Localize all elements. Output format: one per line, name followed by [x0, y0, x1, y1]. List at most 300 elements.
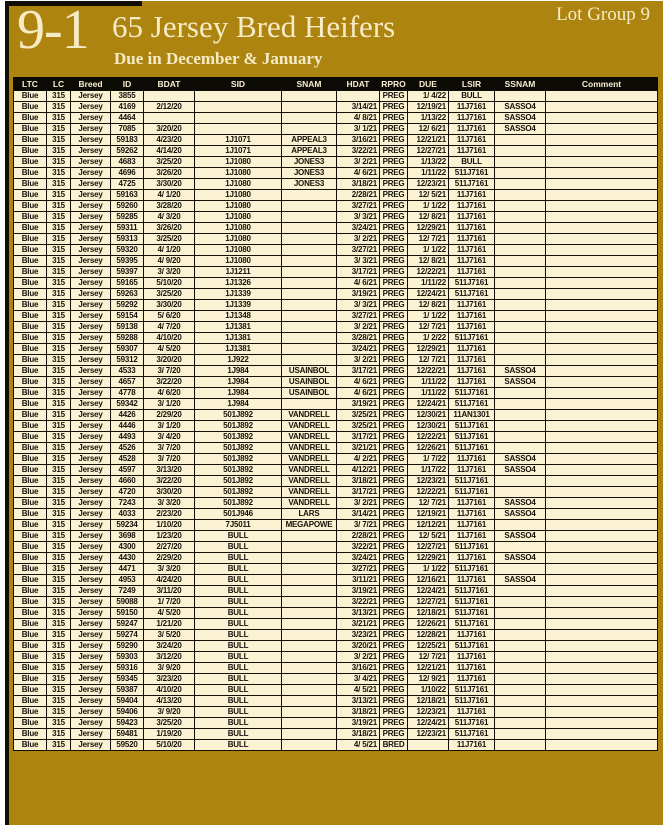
- cell-ltc: Blue: [14, 245, 47, 256]
- cell-due: 12/ 9/21: [408, 674, 449, 685]
- cell-lc: 315: [47, 410, 71, 421]
- table-row: [14, 531, 658, 542]
- cell-bdat: 4/23/20: [144, 135, 195, 146]
- cell-snam: APPEAL3: [282, 146, 337, 157]
- cell-ltc: Blue: [14, 421, 47, 432]
- cell-lsir: 11J7161: [449, 212, 495, 223]
- table-row: [14, 102, 658, 113]
- cell-due: 12/29/21: [408, 553, 449, 564]
- cell-breed: Jersey: [71, 190, 111, 201]
- cell-rpro: PREG: [380, 597, 408, 608]
- cell-id: 59423: [111, 718, 144, 729]
- cell-snam: [282, 399, 337, 410]
- cell-sid: BULL: [195, 674, 282, 685]
- cell-rpro: PREG: [380, 300, 408, 311]
- cell-ssnam: [495, 597, 546, 608]
- cell-snam: JONES3: [282, 157, 337, 168]
- cell-ssnam: [495, 91, 546, 102]
- cell-id: 4528: [111, 454, 144, 465]
- cell-due: 12/28/21: [408, 630, 449, 641]
- table-row: [14, 124, 658, 135]
- cell-hdat: 4/ 6/21: [337, 388, 380, 399]
- cell-lsir: 11AN1301: [449, 410, 495, 421]
- table-row: [14, 399, 658, 410]
- cell-id: 59311: [111, 223, 144, 234]
- cell-ltc: Blue: [14, 212, 47, 223]
- cell-comment: [546, 696, 658, 707]
- cell-sid: 1J1071: [195, 135, 282, 146]
- cell-hdat: 3/18/21: [337, 179, 380, 190]
- cell-comment: [546, 124, 658, 135]
- cell-lc: 315: [47, 443, 71, 454]
- table-row: [14, 113, 658, 124]
- cell-bdat: 4/ 6/20: [144, 388, 195, 399]
- cell-comment: [546, 322, 658, 333]
- cell-lsir: 11J7161: [449, 322, 495, 333]
- cell-hdat: 3/28/21: [337, 333, 380, 344]
- cell-rpro: PREG: [380, 311, 408, 322]
- lot-group-label: Lot Group 9: [556, 4, 650, 25]
- cell-lsir: 11J7161: [449, 740, 495, 751]
- cell-snam: [282, 322, 337, 333]
- cell-ssnam: [495, 542, 546, 553]
- cell-breed: Jersey: [71, 608, 111, 619]
- cell-snam: [282, 256, 337, 267]
- cell-due: 12/ 8/21: [408, 256, 449, 267]
- cell-lc: 315: [47, 289, 71, 300]
- cell-lsir: 11J7161: [449, 344, 495, 355]
- cell-sid: 1J1080: [195, 157, 282, 168]
- cell-ssnam: [495, 718, 546, 729]
- cell-breed: Jersey: [71, 685, 111, 696]
- cell-id: 4778: [111, 388, 144, 399]
- cell-ssnam: [495, 740, 546, 751]
- cell-bdat: 4/ 5/20: [144, 344, 195, 355]
- cell-sid: 7J5011: [195, 520, 282, 531]
- cell-sid: 1J1071: [195, 146, 282, 157]
- cell-comment: [546, 619, 658, 630]
- cell-lsir: 11J7161: [449, 366, 495, 377]
- column-header-rpro: RPRO: [381, 79, 406, 89]
- cell-id: 4446: [111, 421, 144, 432]
- cell-due: 12/29/21: [408, 344, 449, 355]
- cell-sid: 1J1080: [195, 201, 282, 212]
- cell-ssnam: SASSO4: [495, 575, 546, 586]
- table-row: [14, 355, 658, 366]
- cell-breed: Jersey: [71, 564, 111, 575]
- cell-hdat: 3/25/21: [337, 410, 380, 421]
- cell-due: 12/24/21: [408, 586, 449, 597]
- cell-snam: [282, 597, 337, 608]
- table-row: [14, 476, 658, 487]
- cell-rpro: PREG: [380, 322, 408, 333]
- cell-bdat: 1/21/20: [144, 619, 195, 630]
- cell-rpro: PREG: [380, 718, 408, 729]
- column-header-ssnam: SSNAM: [495, 78, 546, 91]
- cell-rpro: PREG: [380, 333, 408, 344]
- cell-snam: [282, 245, 337, 256]
- cell-sid: 1J1080: [195, 256, 282, 267]
- table-row: [14, 157, 658, 168]
- cell-lsir: 511J7161: [449, 179, 495, 190]
- column-header-snam: SNAM: [282, 78, 337, 91]
- cell-id: 4033: [111, 509, 144, 520]
- table-row: [14, 300, 658, 311]
- cell-lsir: 511J7161: [449, 641, 495, 652]
- cell-breed: Jersey: [71, 663, 111, 674]
- cell-sid: BULL: [195, 619, 282, 630]
- cell-ltc: Blue: [14, 641, 47, 652]
- cell-comment: [546, 256, 658, 267]
- table-row: [14, 410, 658, 421]
- table-row: [14, 135, 658, 146]
- cell-snam: VANDRELL: [282, 498, 337, 509]
- cell-due: 1/13/22: [408, 157, 449, 168]
- cell-bdat: 3/30/20: [144, 487, 195, 498]
- cell-lsir: 11J7161: [449, 311, 495, 322]
- cell-ssnam: [495, 619, 546, 630]
- cell-breed: Jersey: [71, 443, 111, 454]
- cell-breed: Jersey: [71, 179, 111, 190]
- table-row: [14, 146, 658, 157]
- cell-hdat: 4/ 5/21: [337, 740, 380, 751]
- cell-id: 59342: [111, 399, 144, 410]
- cell-id: 59154: [111, 311, 144, 322]
- cell-lc: 315: [47, 311, 71, 322]
- cell-rpro: PREG: [380, 487, 408, 498]
- cell-comment: [546, 201, 658, 212]
- table-row: [14, 344, 658, 355]
- cell-rpro: PREG: [380, 267, 408, 278]
- cell-ssnam: [495, 586, 546, 597]
- cell-sid: BULL: [195, 718, 282, 729]
- cell-hdat: 2/28/21: [337, 531, 380, 542]
- cell-rpro: PREG: [380, 685, 408, 696]
- cell-due: 12/ 8/21: [408, 300, 449, 311]
- cell-lc: 315: [47, 157, 71, 168]
- table-row: [14, 498, 658, 509]
- table-row: [14, 542, 658, 553]
- cell-due: 12/18/21: [408, 608, 449, 619]
- cell-id: 59285: [111, 212, 144, 223]
- cell-rpro: PREG: [380, 575, 408, 586]
- cell-ssnam: [495, 355, 546, 366]
- cell-bdat: 3/25/20: [144, 234, 195, 245]
- cell-breed: Jersey: [71, 707, 111, 718]
- cell-rpro: PREG: [380, 190, 408, 201]
- cell-ssnam: [495, 311, 546, 322]
- column-header-id: ID: [111, 78, 144, 91]
- table-row: [14, 366, 658, 377]
- cell-breed: Jersey: [71, 223, 111, 234]
- cell-breed: Jersey: [71, 267, 111, 278]
- cell-id: 4953: [111, 575, 144, 586]
- cell-hdat: 3/20/21: [337, 641, 380, 652]
- cell-bdat: 3/26/20: [144, 223, 195, 234]
- cell-hdat: 3/17/21: [337, 487, 380, 498]
- cell-lsir: 11J7161: [449, 630, 495, 641]
- cell-ltc: Blue: [14, 311, 47, 322]
- cell-ssnam: [495, 476, 546, 487]
- cell-due: 1/11/22: [408, 278, 449, 289]
- cell-hdat: 3/19/21: [337, 399, 380, 410]
- cell-ltc: Blue: [14, 707, 47, 718]
- cell-breed: Jersey: [71, 476, 111, 487]
- cell-lc: 315: [47, 597, 71, 608]
- cell-id: 4597: [111, 465, 144, 476]
- cell-id: 59263: [111, 289, 144, 300]
- cell-breed: Jersey: [71, 586, 111, 597]
- cell-snam: USAINBOL: [282, 366, 337, 377]
- cell-due: 1/ 1/22: [408, 564, 449, 575]
- cell-sid: 1J984: [195, 399, 282, 410]
- cell-rpro: PREG: [380, 399, 408, 410]
- cell-sid: 1J1339: [195, 289, 282, 300]
- cell-lsir: 511J7161: [449, 278, 495, 289]
- cell-ssnam: SASSO4: [495, 509, 546, 520]
- cell-comment: [546, 564, 658, 575]
- cell-snam: [282, 344, 337, 355]
- table-row: [14, 685, 658, 696]
- cell-sid: BULL: [195, 608, 282, 619]
- cell-sid: 1J984: [195, 388, 282, 399]
- cell-lc: 315: [47, 135, 71, 146]
- cell-comment: [546, 652, 658, 663]
- cell-id: 59163: [111, 190, 144, 201]
- cell-hdat: 3/18/21: [337, 729, 380, 740]
- cell-breed: Jersey: [71, 718, 111, 729]
- cell-bdat: 4/ 1/20: [144, 245, 195, 256]
- cell-sid: 1J1348: [195, 311, 282, 322]
- cell-snam: [282, 311, 337, 322]
- cell-bdat: 4/ 9/20: [144, 256, 195, 267]
- table-row: [14, 663, 658, 674]
- cell-ssnam: [495, 300, 546, 311]
- cell-hdat: 3/27/21: [337, 245, 380, 256]
- cell-lsir: 511J7161: [449, 619, 495, 630]
- cell-due: 12/30/21: [408, 410, 449, 421]
- cell-id: 59303: [111, 652, 144, 663]
- cell-ltc: Blue: [14, 300, 47, 311]
- cell-comment: [546, 509, 658, 520]
- cell-ltc: Blue: [14, 597, 47, 608]
- cell-lc: 315: [47, 168, 71, 179]
- cell-breed: Jersey: [71, 729, 111, 740]
- cell-hdat: 4/ 6/21: [337, 377, 380, 388]
- cell-hdat: 3/14/21: [337, 102, 380, 113]
- cell-id: 59234: [111, 520, 144, 531]
- cell-bdat: 2/12/20: [144, 102, 195, 113]
- cell-sid: 1J1339: [195, 300, 282, 311]
- cell-lc: 315: [47, 388, 71, 399]
- cell-sid: BULL: [195, 696, 282, 707]
- cell-snam: JONES3: [282, 179, 337, 190]
- cell-hdat: 4/12/21: [337, 465, 380, 476]
- cell-ltc: Blue: [14, 179, 47, 190]
- cell-lc: 315: [47, 476, 71, 487]
- cell-hdat: 3/21/21: [337, 443, 380, 454]
- cell-snam: [282, 102, 337, 113]
- cell-id: 59262: [111, 146, 144, 157]
- table-row: [14, 168, 658, 179]
- cell-lsir: 11J7161: [449, 377, 495, 388]
- cell-ssnam: [495, 487, 546, 498]
- cell-rpro: PREG: [380, 388, 408, 399]
- cell-rpro: PREG: [380, 179, 408, 190]
- cell-id: 59247: [111, 619, 144, 630]
- cell-due: 1/11/22: [408, 377, 449, 388]
- cell-breed: Jersey: [71, 410, 111, 421]
- cell-snam: [282, 641, 337, 652]
- cell-lc: 315: [47, 333, 71, 344]
- cell-sid: 1J1080: [195, 212, 282, 223]
- column-header-lsir: LSIR: [449, 78, 495, 91]
- cell-hdat: 3/11/21: [337, 575, 380, 586]
- table-body: [14, 91, 658, 751]
- cell-due: 12/22/21: [408, 432, 449, 443]
- cell-hdat: 4/ 8/21: [337, 113, 380, 124]
- cell-sid: BULL: [195, 553, 282, 564]
- cell-lc: 315: [47, 278, 71, 289]
- cell-bdat: 4/10/20: [144, 685, 195, 696]
- cell-due: 12/ 7/21: [408, 498, 449, 509]
- cell-lc: 315: [47, 267, 71, 278]
- cell-lsir: 511J7161: [449, 399, 495, 410]
- table-row: [14, 190, 658, 201]
- cell-due: 1/ 7/22: [408, 454, 449, 465]
- cell-lc: 315: [47, 212, 71, 223]
- cell-comment: [546, 366, 658, 377]
- cell-sid: BULL: [195, 575, 282, 586]
- cell-lc: 315: [47, 498, 71, 509]
- cell-id: 4426: [111, 410, 144, 421]
- cell-lsir: 11J7161: [449, 267, 495, 278]
- cell-id: 4533: [111, 366, 144, 377]
- cell-bdat: 5/10/20: [144, 278, 195, 289]
- cell-ltc: Blue: [14, 234, 47, 245]
- cell-bdat: 3/ 7/20: [144, 454, 195, 465]
- cell-id: 4430: [111, 553, 144, 564]
- cell-bdat: 2/27/20: [144, 542, 195, 553]
- cell-breed: Jersey: [71, 245, 111, 256]
- cell-snam: VANDRELL: [282, 443, 337, 454]
- cell-id: 59313: [111, 234, 144, 245]
- cell-due: 12/18/21: [408, 696, 449, 707]
- cell-ltc: Blue: [14, 223, 47, 234]
- cell-ltc: Blue: [14, 135, 47, 146]
- cell-rpro: PREG: [380, 91, 408, 102]
- cell-sid: BULL: [195, 630, 282, 641]
- cell-due: 12/30/21: [408, 421, 449, 432]
- cell-id: 4725: [111, 179, 144, 190]
- cell-lsir: 511J7161: [449, 432, 495, 443]
- cell-lc: 315: [47, 553, 71, 564]
- cell-hdat: 3/22/21: [337, 597, 380, 608]
- cell-comment: [546, 685, 658, 696]
- cell-rpro: PREG: [380, 542, 408, 553]
- cell-lsir: 511J7161: [449, 476, 495, 487]
- cell-lsir: 511J7161: [449, 608, 495, 619]
- cell-comment: [546, 289, 658, 300]
- cell-hdat: 4/ 2/21: [337, 454, 380, 465]
- cell-snam: [282, 289, 337, 300]
- cell-ssnam: [495, 641, 546, 652]
- cell-breed: Jersey: [71, 630, 111, 641]
- page-subtitle: Due in December & January: [114, 49, 323, 68]
- table-row: [14, 212, 658, 223]
- cell-ssnam: [495, 344, 546, 355]
- cell-due: 12/ 8/21: [408, 212, 449, 223]
- cell-snam: VANDRELL: [282, 476, 337, 487]
- cell-breed: Jersey: [71, 377, 111, 388]
- cell-breed: Jersey: [71, 509, 111, 520]
- cell-lsir: 11J7161: [449, 190, 495, 201]
- cell-sid: 1J1381: [195, 322, 282, 333]
- cell-comment: [546, 157, 658, 168]
- cell-ltc: Blue: [14, 102, 47, 113]
- cell-lc: 315: [47, 707, 71, 718]
- cell-lc: 315: [47, 564, 71, 575]
- table-row: [14, 454, 658, 465]
- cell-id: 59520: [111, 740, 144, 751]
- cell-snam: [282, 190, 337, 201]
- cell-id: 59345: [111, 674, 144, 685]
- cell-ltc: Blue: [14, 113, 47, 124]
- cell-ssnam: [495, 168, 546, 179]
- cell-ltc: Blue: [14, 696, 47, 707]
- cell-snam: [282, 234, 337, 245]
- cell-lc: 315: [47, 487, 71, 498]
- cell-breed: Jersey: [71, 234, 111, 245]
- cell-comment: [546, 311, 658, 322]
- cell-id: 59397: [111, 267, 144, 278]
- cell-lc: 315: [47, 322, 71, 333]
- cell-lsir: 511J7161: [449, 729, 495, 740]
- cell-hdat: 3/24/21: [337, 553, 380, 564]
- cell-sid: 1J1080: [195, 234, 282, 245]
- cell-id: 4657: [111, 377, 144, 388]
- cell-breed: Jersey: [71, 344, 111, 355]
- cell-id: 7085: [111, 124, 144, 135]
- cell-bdat: 3/ 9/20: [144, 707, 195, 718]
- cell-rpro: PREG: [380, 520, 408, 531]
- cell-id: 59138: [111, 322, 144, 333]
- cell-sid: [195, 124, 282, 135]
- cell-lc: 315: [47, 454, 71, 465]
- cell-hdat: 3/18/21: [337, 476, 380, 487]
- cell-ltc: Blue: [14, 278, 47, 289]
- cell-ssnam: [495, 520, 546, 531]
- cell-lsir: 11J7161: [449, 498, 495, 509]
- cell-id: 59183: [111, 135, 144, 146]
- cell-comment: [546, 663, 658, 674]
- cell-snam: VANDRELL: [282, 465, 337, 476]
- cell-ssnam: SASSO4: [495, 498, 546, 509]
- cell-bdat: 1/10/20: [144, 520, 195, 531]
- cell-snam: [282, 608, 337, 619]
- cell-ltc: Blue: [14, 498, 47, 509]
- cell-breed: Jersey: [71, 487, 111, 498]
- column-header-comment: Comment: [546, 78, 658, 91]
- cell-lsir: 11J7161: [449, 124, 495, 135]
- cell-comment: [546, 443, 658, 454]
- cell-comment: [546, 333, 658, 344]
- cell-breed: Jersey: [71, 278, 111, 289]
- cell-ltc: Blue: [14, 146, 47, 157]
- cell-id: 4464: [111, 113, 144, 124]
- cell-hdat: 3/25/21: [337, 421, 380, 432]
- cell-comment: [546, 553, 658, 564]
